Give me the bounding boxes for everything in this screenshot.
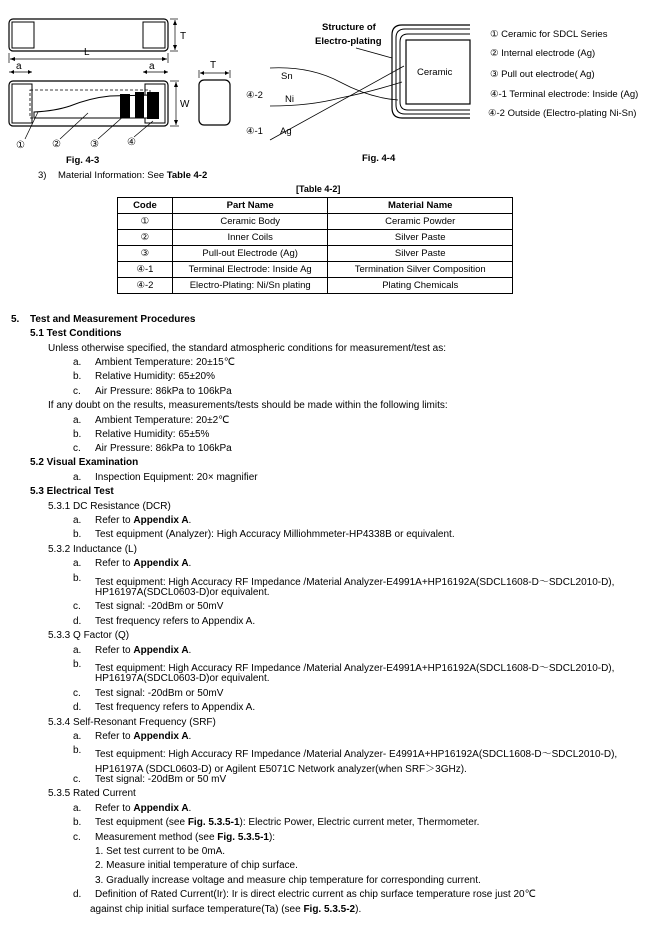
letter: d. <box>73 889 82 900</box>
letter: b. <box>73 371 82 382</box>
s535-c: Measurement method (see Fig. 5.3.5-1): <box>95 832 276 843</box>
fig44-layer-ag: Ag <box>280 126 292 137</box>
s532-d: Test frequency refers to Appendix A. <box>95 616 256 627</box>
refer-appendix: Refer to Appendix A. <box>95 645 192 656</box>
s51-c: Air Pressure: 86kPa to 106kPa <box>95 386 232 397</box>
fig-4-4-diagram <box>240 20 490 150</box>
section5-num: 5. <box>11 314 20 325</box>
letter: c. <box>73 832 81 843</box>
s533-c: Test signal: -20dBm or 50mV <box>95 688 224 699</box>
s52-title: 5.2 Visual Examination <box>30 457 139 468</box>
table-title: [Table 4-2] <box>296 184 341 194</box>
table-cell: ④-2 <box>118 278 173 294</box>
material-info-line: Material Information: See Table 4-2 <box>58 170 208 181</box>
s535-c3: 3. Gradually increase voltage and measure chip temperature for corresponding current. <box>95 875 481 886</box>
letter: b. <box>73 659 82 670</box>
s535-c1: 1. Set test current to be 0mA. <box>95 846 226 857</box>
s535-d1: Definition of Rated Current(Ir): Ir is direct electric current as chip surface temperature rose just 20℃ <box>95 889 536 900</box>
s53-title: 5.3 Electrical Test <box>30 486 114 497</box>
table-cell: ① <box>118 214 173 230</box>
table-header-code: Code <box>118 198 173 214</box>
letter: b. <box>73 817 82 828</box>
s533-title: 5.3.3 Q Factor (Q) <box>48 630 130 641</box>
refer-appendix: Refer to Appendix A. <box>95 731 192 742</box>
letter: d. <box>73 616 82 627</box>
letter: c. <box>73 443 81 454</box>
fig44-layer-ni: Ni <box>285 94 294 105</box>
letter: b. <box>73 745 82 756</box>
table-cell: Inner Coils <box>172 230 328 246</box>
fig44-caption: Fig. 4-4 <box>362 153 396 164</box>
letter: a. <box>73 731 82 742</box>
letter: c. <box>73 688 81 699</box>
table-row <box>118 214 513 230</box>
letter: a. <box>73 645 82 656</box>
refer-appendix: Refer to Appendix A. <box>95 558 192 569</box>
s51-intro: Unless otherwise specified, the standard atmospheric conditions for measurement/test as: <box>48 343 446 354</box>
table-cell: Terminal Electrode: Inside Ag <box>172 262 328 278</box>
fig44-legend-1: ① Ceramic for SDCL Series <box>490 29 608 40</box>
s532-title: 5.3.2 Inductance (L) <box>48 544 137 555</box>
fig44-title-line2: Electro-plating <box>315 36 382 47</box>
s535-c2: 2. Measure initial temperature of chip surface. <box>95 860 298 871</box>
table-cell: ② <box>118 230 173 246</box>
s534-title: 5.3.4 Self-Resonant Frequency (SRF) <box>48 717 216 728</box>
s51-d-c: Air Pressure: 86kPa to 106kPa <box>95 443 232 454</box>
fig44-legend-5: ④-2 Outside (Electro-plating Ni-Sn) <box>488 108 637 119</box>
table-row <box>118 230 513 246</box>
fig43-marker-1: ① <box>16 140 25 151</box>
letter: b. <box>73 573 82 584</box>
refer-appendix: Refer to Appendix A. <box>95 803 192 814</box>
table-row <box>118 278 513 294</box>
letter: c. <box>73 774 81 785</box>
s535-title: 5.3.5 Rated Current <box>48 788 136 799</box>
letter: b. <box>73 529 82 540</box>
s534-c: Test signal: -20dBm or 50 mV <box>95 774 227 785</box>
s535-b: Test equipment (see Fig. 5.3.5-1): Electric Power, Electric current meter, Thermometer. <box>95 817 480 828</box>
refer-appendix: Refer to Appendix A. <box>95 515 192 526</box>
letter: a. <box>73 803 82 814</box>
s533-b1: Test equipment: High Accuracy RF Impedance /Material Analyzer-E4991A+HP16192A(SDCL1608-D～SDCL2010-D), <box>95 663 615 674</box>
fig43-a-label-left: a <box>16 61 22 72</box>
table-header-material: Material Name <box>328 198 513 214</box>
s535-d2: against chip initial surface temperature(Ta) (see Fig. 5.3.5-2). <box>90 904 362 915</box>
s51-a: Ambient Temperature: 20±15℃ <box>95 357 235 368</box>
letter: a. <box>73 558 82 569</box>
fig43-W-label: W <box>180 99 190 110</box>
letter: a. <box>73 415 82 426</box>
letter: a. <box>73 357 82 368</box>
table-cell: Plating Chemicals <box>328 278 513 294</box>
fig-4-3-end-view <box>196 58 236 130</box>
table-cell: Termination Silver Composition <box>328 262 513 278</box>
fig43-a-label-right: a <box>149 61 155 72</box>
table-cell: Silver Paste <box>328 230 513 246</box>
table-header-part: Part Name <box>172 198 328 214</box>
s532-b2: HP16197A(SDCL0603-D)or equivalent. <box>95 587 270 598</box>
s51-b: Relative Humidity: 65±20% <box>95 371 215 382</box>
fig44-layer-sn: Sn <box>281 71 293 82</box>
letter: b. <box>73 429 82 440</box>
table-cell: Ceramic Body <box>172 214 328 230</box>
table-row <box>118 246 513 262</box>
s534-b2: HP16197A (SDCL0603-D) or Agilent E5071C Network analyzer(when SRF＞3GHz). <box>95 764 467 775</box>
letter: c. <box>73 386 81 397</box>
letter: d. <box>73 702 82 713</box>
fig44-legend-3: ③ Pull out electrode( Ag) <box>490 69 595 80</box>
table-cell: ③ <box>118 246 173 262</box>
table-row <box>118 262 513 278</box>
table-cell: Electro-Plating: Ni/Sn plating <box>172 278 328 294</box>
fig-4-3-diagram <box>0 0 200 165</box>
s532-b1: Test equipment: High Accuracy RF Impedance /Material Analyzer-E4991A+HP16192A(SDCL1608-D～SDCL2010-D), <box>95 577 615 588</box>
fig43-L-label: L <box>84 47 90 58</box>
fig43-caption: Fig. 4-3 <box>66 155 100 166</box>
fig44-title-line1: Structure of <box>322 22 376 33</box>
fig43-marker-2: ② <box>52 139 61 150</box>
s51-d-b: Relative Humidity: 65±5% <box>95 429 210 440</box>
table-cell: ④-1 <box>118 262 173 278</box>
fig44-legend-2: ② Internal electrode (Ag) <box>490 48 596 59</box>
letter: a. <box>73 515 82 526</box>
table-cell: Pull-out Electrode (Ag) <box>172 246 328 262</box>
s51-d-a: Ambient Temperature: 20±2℃ <box>95 415 230 426</box>
fig44-ceramic-label: Ceramic <box>417 67 453 78</box>
s51-title: 5.1 Test Conditions <box>30 328 122 339</box>
fig43-marker-3: ③ <box>90 139 99 150</box>
table-header-row <box>118 198 513 214</box>
material-info-num: 3) <box>38 170 47 181</box>
fig43-T-label: T <box>180 31 187 42</box>
s532-c: Test signal: -20dBm or 50mV <box>95 601 224 612</box>
letter: a. <box>73 472 82 483</box>
fig44-marker-42: ④-2 <box>246 90 263 101</box>
table-cell: Ceramic Powder <box>328 214 513 230</box>
table-cell: Silver Paste <box>328 246 513 262</box>
s52-a: Inspection Equipment: 20× magnifier <box>95 472 258 483</box>
s51-doubt: If any doubt on the results, measurements/tests should be made within the following limits: <box>48 400 448 411</box>
s534-b1: Test equipment: High Accuracy RF Impedance /Material Analyzer- E4991A+HP16192A(SDCL1608-D～SDCL2010-D), <box>95 749 618 760</box>
s531-b: Test equipment (Analyzer): High Accuracy Milliohmmeter-HP4338B or equivalent. <box>95 529 455 540</box>
letter: c. <box>73 601 81 612</box>
fig44-marker-41: ④-1 <box>246 126 263 137</box>
s533-b2: HP16197A(SDCL0603-D)or equivalent. <box>95 673 270 684</box>
section5-title: Test and Measurement Procedures <box>30 314 196 325</box>
fig44-legend-4: ④-1 Terminal electrode: Inside (Ag) <box>490 89 639 100</box>
fig43-marker-4: ④ <box>127 137 136 148</box>
s531-title: 5.3.1 DC Resistance (DCR) <box>48 501 171 512</box>
material-table <box>117 197 513 294</box>
fig43-end-T-label: T <box>210 60 217 71</box>
s533-d: Test frequency refers to Appendix A. <box>95 702 256 713</box>
